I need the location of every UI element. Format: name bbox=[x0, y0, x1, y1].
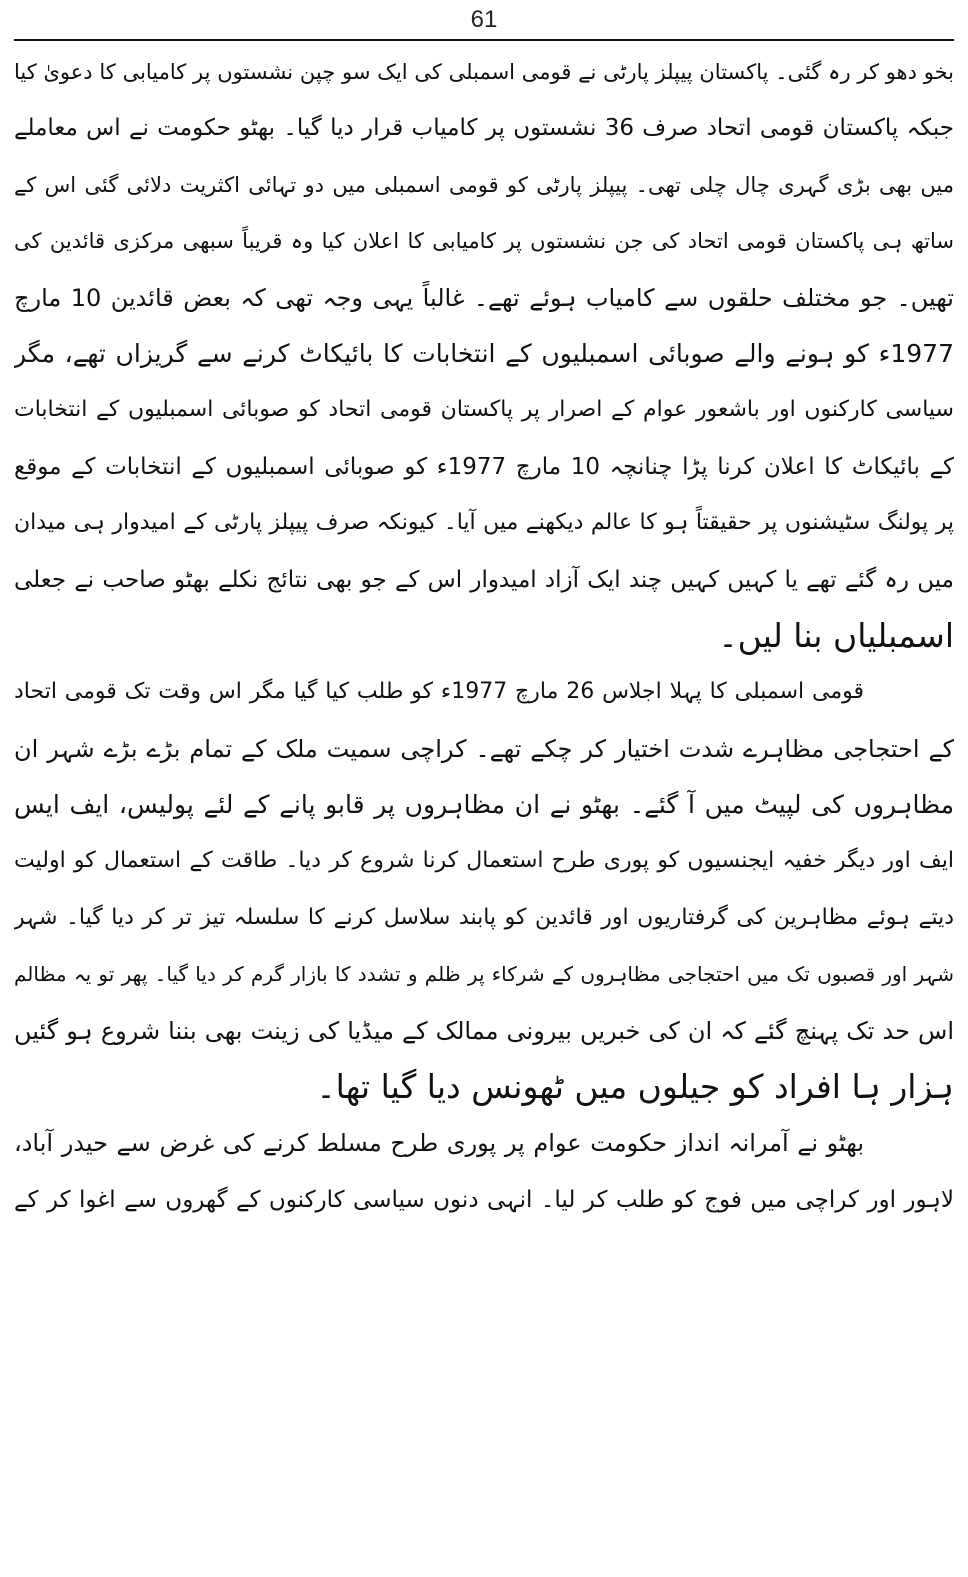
paragraph-end-line: ہزار ہا افراد کو جیلوں میں ٹھونس دیا گیا تھا۔ bbox=[316, 1067, 954, 1107]
text-line: کے بائیکاٹ کا اعلان کرنا پڑا چنانچہ 10 مارچ 1977ء کو صوبائی اسمبلیوں کے انتخابات کے موقع bbox=[14, 453, 954, 480]
text-line: مظاہروں کی لپیٹ میں آ گئے۔ بھٹو نے ان مظاہروں پر قابو پانے کے لئے پولیس، ایف ایس bbox=[14, 790, 954, 820]
text-line: اس حد تک پہنچ گئے کہ ان کی خبریں بیرونی ممالک کے میڈیا کی زینت بھی بننا شروع ہو گئیں bbox=[14, 1016, 954, 1045]
text-line: لاہور اور کراچی میں فوج کو طلب کر لیا۔ انہی دنوں سیاسی کارکنوں کے گھروں سے اغوا کر کے bbox=[14, 1186, 954, 1213]
text-line: 1977ء کو ہونے والے صوبائی اسمبلیوں کے انتخابات کا بائیکاٹ کرنے سے گریزاں تھے، مگر bbox=[14, 338, 954, 368]
paragraph-end-line: اسمبلیاں بنا لیں۔ bbox=[718, 615, 954, 655]
text-line: بخو دھو کر رہ گئی۔ پاکستان پیپلز پارٹی نے قومی اسمبلی کی ایک سو چپن نشستوں پر کامیابی کا دعویٰ کیا bbox=[14, 60, 954, 84]
text-line: شہر اور قصبوں تک میں احتجاجی مظاہروں کے شرکاء پر ظلم و تشدد کا بازار گرم کر دیا گیا۔ پھر تو یہ مظالم bbox=[14, 962, 954, 987]
body-text bbox=[14, 44, 954, 1228]
text-line: سیاسی کارکنوں اور باشعور عوام کے اصرار پر پاکستان قومی اتحاد کو صوبائی اسمبلیوں کے انتخابات bbox=[14, 397, 954, 423]
text-line: میں رہ گئے تھے یا کہیں کہیں چند ایک آزاد امیدوار اس کے جو بھی نتائج نکلے بھٹو صاحب نے جعلی bbox=[14, 566, 954, 593]
text-line: میں بھی بڑی گہری چال چلی تھی۔ پیپلز پارٹی کو قومی اسمبلی میں دو تہائی اکثریت دلائی گئی اس کے bbox=[14, 172, 954, 197]
page-number: 61 bbox=[470, 6, 498, 33]
text-line: ایف اور دیگر خفیہ ایجنسیوں کو پوری طرح استعمال کرنا شروع کر دیا۔ طاقت کے استعمال کو اولیت bbox=[14, 848, 954, 874]
text-line: تھیں۔ جو مختلف حلقوں سے کامیاب ہوئے تھے۔ غالباً یہی وجہ تھی کہ بعض قائدین 10 مارچ bbox=[14, 283, 954, 312]
header-rule bbox=[14, 39, 954, 41]
text-line: جبکہ پاکستان قومی اتحاد صرف 36 نشستوں پر کامیاب قرار دیا گیا۔ بھٹو حکومت نے اس معاملے bbox=[14, 115, 954, 142]
paragraph-start-line: قومی اسمبلی کا پہلا اجلاس 26 مارچ 1977ء کو طلب کیا گیا مگر اس وقت تک قومی اتحاد bbox=[14, 679, 864, 705]
text-line: ساتھ ہی پاکستان قومی اتحاد کی جن نشستوں پر کامیابی کا اعلان کیا وہ قریباً سبھی مرکزی قائدین کی bbox=[14, 229, 954, 254]
paragraph-start-line: بھٹو نے آمرانہ انداز حکومت عوام پر پوری طرح مسلط کرنے کی غرض سے حیدر آباد، bbox=[14, 1129, 864, 1158]
text-line: دیتے ہوئے مظاہرین کی گرفتاریوں اور قائدین کو پابند سلاسل کرنے کا سلسلہ تیز تر کر دیا گیا۔ شہر bbox=[14, 904, 954, 930]
text-line: کے احتجاجی مظاہرے شدت اختیار کر چکے تھے۔ کراچی سمیت ملک کے تمام بڑے بڑے شہر ان bbox=[14, 734, 954, 763]
text-line: پر پولنگ سٹیشنوں پر حقیقتاً ہو کا عالم دیکھنے میں آیا۔ کیونکہ صرف پیپلز پارٹی کے امیدوار ہی میدان bbox=[14, 510, 954, 536]
